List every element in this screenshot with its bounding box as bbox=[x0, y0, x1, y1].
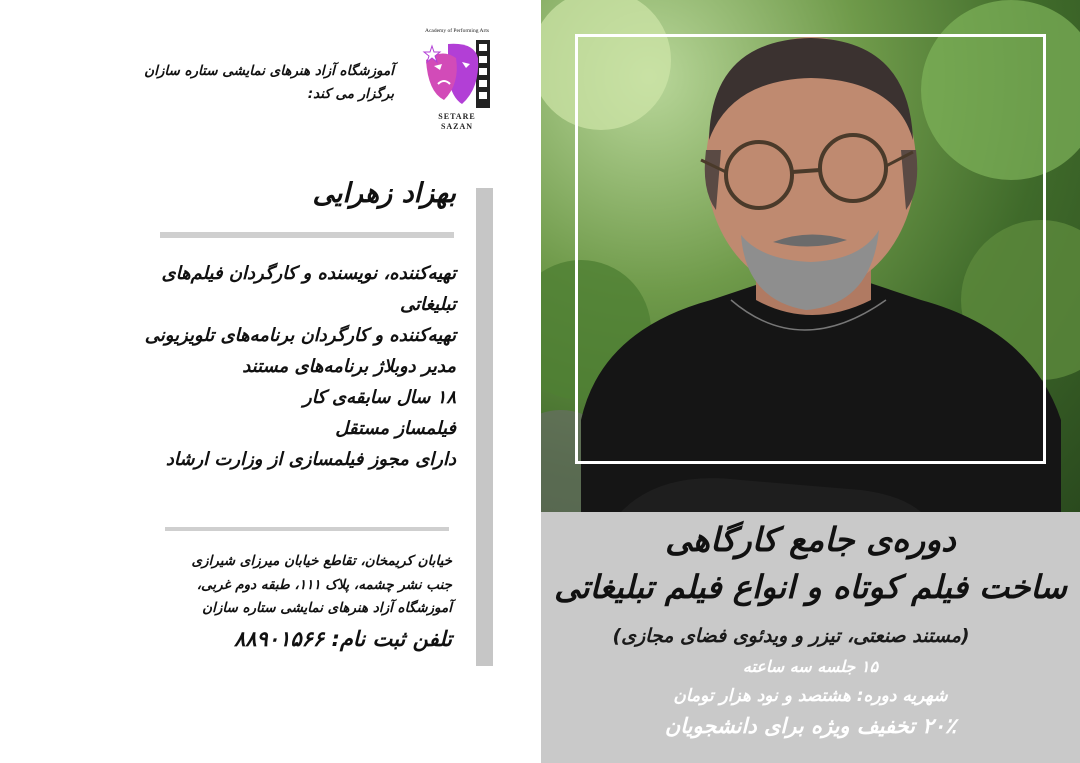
masks-icon bbox=[422, 38, 494, 110]
address-line-2: جنب نشر چشمه، پلاک ۱۱۱، طبقه دوم غربی، bbox=[196, 577, 452, 593]
presenter-line-1: آموزشگاه آزاد هنرهای نمایشی ستاره سازان bbox=[144, 63, 394, 79]
credential-item: ۱۸ سال سابقه‌ی کار bbox=[303, 387, 456, 408]
vertical-divider bbox=[476, 188, 493, 666]
instructor-name: بهزاد زهرایی bbox=[312, 178, 456, 209]
credentials-list bbox=[40, 258, 456, 475]
address-line-1: خیابان کریمخان، تقاطع خیابان میرزای شیرازی bbox=[191, 553, 452, 569]
credential-item: مدیر دوبلاژ برنامه‌های مستند bbox=[242, 356, 456, 377]
course-title-line-2: ساخت فیلم کوتاه و انواع فیلم تبلیغاتی bbox=[554, 568, 1067, 606]
name-underline bbox=[160, 232, 454, 238]
logo-caption-setare: SETARE bbox=[438, 112, 476, 121]
presenter-line-2: برگزار می کند: bbox=[307, 86, 394, 102]
credential-item: تهیه‌کننده، نویسنده و کارگردان فیلم‌های bbox=[161, 263, 456, 284]
logo-caption-sazan: SAZAN bbox=[440, 122, 474, 131]
photo-frame bbox=[575, 34, 1046, 464]
logo-caption-top: Academy of Performing Arts bbox=[425, 28, 489, 34]
course-sessions: ۱۵ جلسه سه ساعته bbox=[742, 657, 879, 676]
course-subtitle: (مستند صنعتی، تیزر و ویدئوی فضای مجازی) bbox=[612, 625, 970, 647]
credential-item: تهیه‌کننده و کارگردان برنامه‌های تلویزیونی bbox=[144, 325, 456, 346]
credential-item: فیلمساز مستقل bbox=[335, 418, 456, 439]
registration-phone: تلفن ثبت نام: ۸۸۹۰۱۵۶۶ bbox=[233, 627, 452, 651]
course-title-line-1: دوره‌ی جامع کارگاهی bbox=[665, 520, 956, 559]
address-line-3: آموزشگاه آزاد هنرهای نمایشی ستاره سازان bbox=[202, 600, 452, 616]
credential-item: دارای مجوز فیلمسازی از وزارت ارشاد bbox=[165, 449, 456, 470]
address-divider bbox=[165, 527, 449, 531]
student-discount: ۲۰٪ تخفیف ویژه برای دانشجویان bbox=[664, 714, 957, 738]
course-fee: شهریه دوره: هشتصد و نود هزار تومان bbox=[673, 686, 948, 706]
credential-item: تبلیغاتی bbox=[399, 294, 456, 315]
academy-logo bbox=[418, 26, 496, 132]
